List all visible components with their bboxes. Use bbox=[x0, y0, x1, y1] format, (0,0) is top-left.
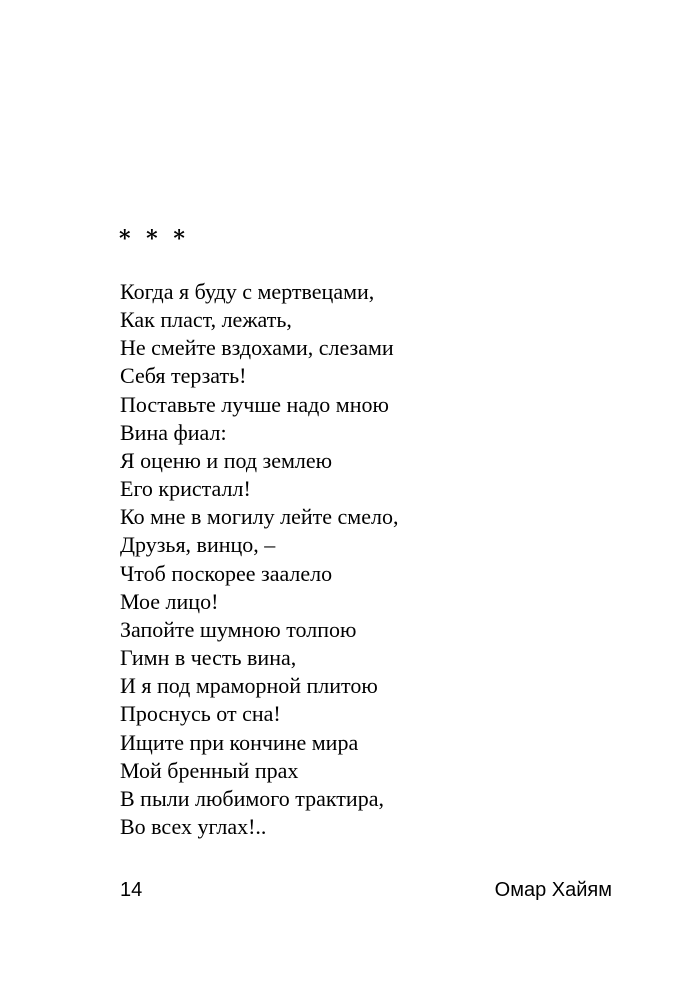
page-number: 14 bbox=[120, 879, 143, 901]
poem-line: Себя терзать! bbox=[120, 363, 247, 389]
poem-line: Я оценю и под землею bbox=[120, 447, 333, 473]
poem-line: Вина фиал: bbox=[120, 419, 227, 445]
poem-line: Друзья, винцо, – bbox=[120, 532, 276, 558]
section-asterism: * * * bbox=[119, 226, 185, 252]
poem-line: И я под мраморной плитою bbox=[120, 673, 378, 699]
poem-line: Проснусь от сна! bbox=[120, 701, 281, 727]
poem-line: Во всех углах!.. bbox=[120, 813, 267, 839]
poem-line: Гимн в честь вина, bbox=[120, 645, 297, 671]
poem-line: Поставьте лучше надо мною bbox=[120, 391, 389, 417]
poem-line: Мой бренный прах bbox=[120, 757, 299, 783]
poem-line: Ищите при кончине мира bbox=[120, 729, 359, 755]
poem-line: Ко мне в могилу лейте смело, bbox=[120, 504, 399, 530]
poem-line: Мое лицо! bbox=[120, 588, 219, 614]
running-footer-author: Омар Хайям bbox=[494, 879, 612, 901]
poem-stanza bbox=[120, 278, 398, 841]
poem-line: Запойте шумною толпою bbox=[120, 616, 357, 642]
poem-line: Как пласт, лежать, bbox=[120, 307, 292, 333]
poem-line: Его кристалл! bbox=[120, 476, 251, 502]
poem-line: Когда я буду с мертвецами, bbox=[120, 279, 375, 304]
poem-line: Чтоб поскорее заалело bbox=[120, 560, 333, 586]
poem-line: В пыли любимого трактира, bbox=[120, 785, 384, 811]
poem-line: Не смейте вздохами, слезами bbox=[120, 335, 394, 361]
